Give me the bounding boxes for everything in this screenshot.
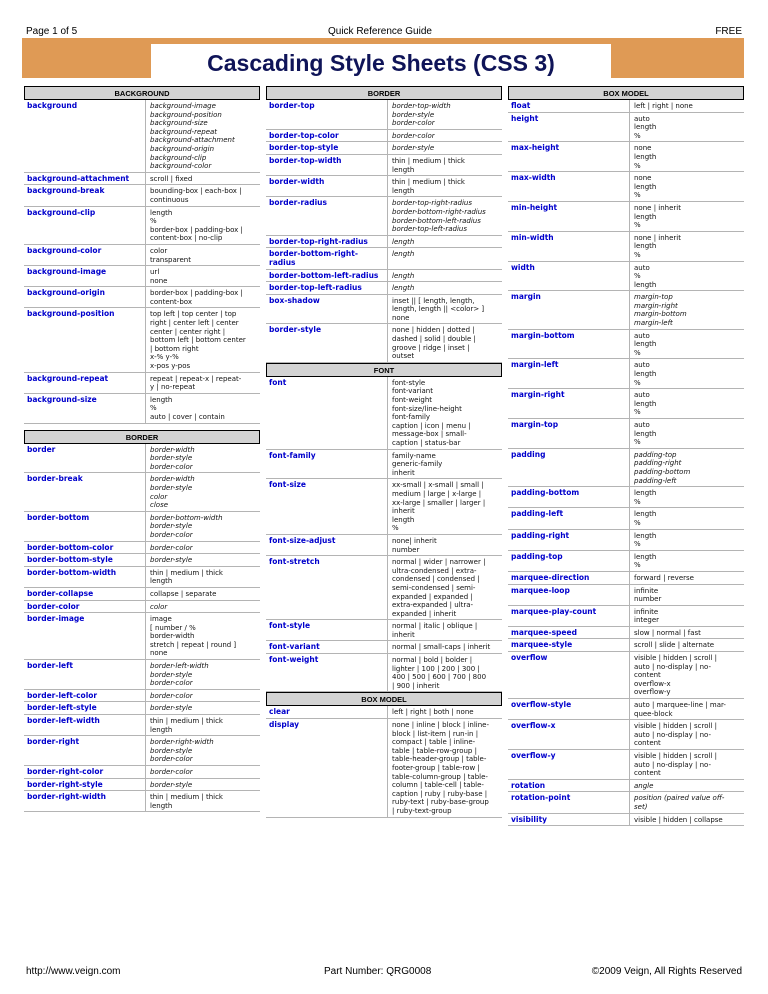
table-row (266, 654, 502, 692)
property-name: min-height (511, 202, 558, 212)
property-name: box-shadow (269, 295, 320, 305)
property-values: auto length % (629, 359, 744, 388)
property-values: none length % (629, 142, 744, 171)
table-row (24, 373, 260, 394)
property-values: border-style (145, 554, 260, 566)
property-values: visible | hidden | collapse (629, 814, 744, 826)
property-name: border-radius (269, 198, 327, 208)
property-values: none | inherit length % (629, 232, 744, 261)
property-name: max-width (511, 173, 556, 183)
property-name: overflow-x (511, 721, 556, 731)
table-border (24, 444, 260, 813)
table-row (24, 791, 260, 812)
property-name: font-stretch (269, 557, 320, 567)
property-values: border-right-width border-style border-color (145, 736, 260, 765)
property-values: auto % length (629, 262, 744, 291)
table-row (24, 245, 260, 266)
table-row (24, 308, 260, 372)
table-row (508, 585, 744, 606)
property-name: marquee-loop (511, 585, 570, 595)
table-row (508, 262, 744, 292)
property-name: border-bottom-left-radius (269, 270, 379, 280)
table-row (508, 572, 744, 585)
property-values: angle (629, 780, 744, 792)
property-name: border-bottom-style (27, 555, 113, 565)
property-values: border-left-width border-style border-color (145, 660, 260, 689)
property-name: background (27, 101, 78, 110)
property-values: url none (145, 266, 260, 286)
table-row (508, 814, 744, 827)
page-number: Page 1 of 5 (26, 26, 78, 37)
property-name: font-family (269, 450, 316, 460)
property-name: background-origin (27, 288, 105, 298)
table-row (24, 512, 260, 542)
property-values: auto length % (629, 113, 744, 142)
table-row (508, 449, 744, 487)
table-row (24, 554, 260, 567)
section-header-box-model: BOX MODEL (266, 692, 502, 706)
property-values: normal | italic | oblique | inherit (387, 620, 502, 640)
table-row (24, 542, 260, 555)
property-name: float (511, 101, 531, 110)
property-values: family-name generic-family inherit (387, 450, 502, 479)
table-row (508, 419, 744, 449)
property-name: background-color (27, 245, 102, 255)
property-name: background-image (27, 267, 107, 277)
table-row (508, 750, 744, 780)
property-name: border-bottom-right-radius (269, 249, 358, 267)
property-name: border-left-width (27, 716, 100, 726)
table-row (24, 702, 260, 715)
table-row (266, 248, 502, 269)
guide-label: Quick Reference Guide (328, 26, 432, 37)
section-header-font: FONT (266, 363, 502, 377)
table-row (266, 236, 502, 249)
property-name: margin-right (511, 390, 565, 400)
table-row (24, 690, 260, 703)
property-name: border-bottom-color (27, 542, 114, 552)
table-row (24, 444, 260, 474)
table-border-2 (266, 100, 502, 363)
table-row (24, 207, 260, 245)
property-values: length % border-box | padding-box | content-box | no-clip (145, 207, 260, 244)
property-values: normal | bold | bolder | lighter | 100 | 200 | 300 | 400 | 500 | 600 | 700 | 800 | 900 | inherit (387, 654, 502, 691)
property-values: none | inline | block | inline- block | list-item | run-in | compact | table | inline- table | table-row-group | table-header-group | table- footer-group | table-row | table-column-group | table- column | table-cell | table- caption | ruby | ruby-base | ruby-text | ruby-base-group | ruby-text-group (387, 719, 502, 817)
table-row (508, 291, 744, 329)
table-row (266, 324, 502, 362)
property-name: visibility (511, 814, 548, 824)
table-box-model (266, 706, 502, 817)
table-row (266, 535, 502, 556)
property-name: border-right-color (27, 767, 104, 776)
table-row (508, 142, 744, 172)
property-name: border-break (27, 474, 83, 484)
property-values: border-color (145, 542, 260, 554)
property-values: visible | hidden | scroll | auto | no-display | no- content (629, 750, 744, 779)
property-name: border-image (27, 614, 85, 624)
section-header-background: BACKGROUND (24, 86, 260, 100)
table-row (508, 172, 744, 202)
property-name: padding-right (511, 530, 570, 540)
property-values: border-style (145, 779, 260, 791)
table-row (24, 715, 260, 736)
section-header-box-model-2: BOX MODEL (508, 86, 744, 100)
property-name: height (511, 113, 539, 123)
property-values: length (387, 236, 502, 248)
property-values: left | right | none (629, 100, 744, 112)
table-row (508, 389, 744, 419)
property-name: rotation (511, 780, 546, 790)
table-row (508, 113, 744, 143)
property-values: border-top-width border-style border-color (387, 100, 502, 129)
property-name: overflow (511, 653, 548, 663)
column-1 (24, 86, 260, 812)
table-row (24, 613, 260, 660)
footer-url: http://www.veign.com (26, 966, 121, 977)
property-values: auto length % (629, 419, 744, 448)
table-row (508, 359, 744, 389)
table-row (508, 551, 744, 572)
property-name: border-bottom-width (27, 567, 117, 577)
property-name: border-right-width (27, 792, 106, 802)
property-values: none| inherit number (387, 535, 502, 555)
property-name: background-attachment (27, 173, 130, 183)
property-name: margin-left (511, 360, 559, 370)
table-row (266, 155, 502, 176)
table-row (266, 176, 502, 197)
property-values: length % (629, 487, 744, 507)
property-name: marquee-style (511, 640, 573, 650)
property-name: border-style (269, 325, 322, 335)
property-name: background-break (27, 186, 105, 196)
table-row (266, 197, 502, 235)
property-values: visible | hidden | scroll | auto | no-display | no- content overflow-x overflow-y (629, 652, 744, 698)
property-values: border-top-right-radius border-bottom-right-radius border-bottom-left-radius border-top-left-radius (387, 197, 502, 234)
table-row (266, 282, 502, 295)
footer-part-number: Part Number: QRG0008 (324, 966, 432, 977)
property-name: font (269, 377, 287, 387)
property-name: border-left-style (27, 703, 97, 713)
property-name: background-clip (27, 207, 96, 217)
property-values: color (145, 601, 260, 613)
table-row (508, 699, 744, 720)
property-values: infinite number (629, 585, 744, 605)
property-values: forward | reverse (629, 572, 744, 584)
property-values: border-width border-style border-color (145, 444, 260, 473)
property-name: border-right (27, 737, 80, 747)
property-values: slow | normal | fast (629, 627, 744, 639)
property-values: border-color (387, 130, 502, 142)
property-values: length % auto | cover | contain (145, 394, 260, 423)
property-values: image [ number / % border-width stretch | repeat | round ] none (145, 613, 260, 659)
property-values: inset || [ length, length, length, length || <color> ] none (387, 295, 502, 324)
property-name: marquee-speed (511, 627, 577, 637)
property-values: normal | wider | narrower | ultra-condensed | extra- condensed | condensed | semi-condensed | semi- expanded | expanded | extra-expanded | ultra- expanded | inherit (387, 556, 502, 619)
free-label: FREE (715, 26, 742, 37)
table-row (266, 295, 502, 325)
property-values: border-width border-style color close (145, 473, 260, 510)
property-values: border-box | padding-box | content-box (145, 287, 260, 307)
table-row (24, 173, 260, 186)
property-name: border-top-right-radius (269, 236, 368, 246)
property-values: none | inherit length % (629, 202, 744, 231)
table-font (266, 377, 502, 693)
table-row (266, 377, 502, 450)
table-row (24, 766, 260, 779)
property-values: thin | medium | thick length (145, 715, 260, 735)
table-row (266, 130, 502, 143)
property-values: visible | hidden | scroll | auto | no-display | no- content (629, 720, 744, 749)
table-row (266, 270, 502, 283)
property-name: margin (511, 292, 541, 302)
property-values: thin | medium | thick length (145, 567, 260, 587)
column-3 (508, 86, 744, 826)
property-values: scroll | fixed (145, 173, 260, 185)
table-background (24, 100, 260, 424)
table-box-model-2 (508, 100, 744, 826)
table-row (24, 394, 260, 424)
table-row (24, 601, 260, 614)
table-row (508, 606, 744, 627)
property-name: background-position (27, 309, 115, 319)
property-values: thin | medium | thick length (145, 791, 260, 811)
table-row (508, 508, 744, 529)
table-row (24, 779, 260, 792)
property-values: length % (629, 530, 744, 550)
property-name: padding-top (511, 551, 563, 561)
table-row (508, 487, 744, 508)
property-name: marquee-play-count (511, 606, 597, 616)
table-row (24, 588, 260, 601)
property-values: xx-small | x-small | small | medium | large | x-large | xx-large | smaller | larger | inherit length % (387, 479, 502, 534)
property-name: display (269, 720, 300, 730)
table-row (24, 266, 260, 287)
table-row (266, 556, 502, 620)
property-name: border-top-width (269, 155, 342, 165)
property-name: border-top (269, 101, 315, 110)
property-name: margin-top (511, 420, 559, 429)
table-row (266, 100, 502, 130)
property-values: repeat | repeat-x | repeat- y | no-repeat (145, 373, 260, 393)
property-values: bounding-box | each-box | continuous (145, 185, 260, 205)
table-row (24, 567, 260, 588)
property-values: border-style (387, 142, 502, 154)
property-values: thin | medium | thick length (387, 176, 502, 196)
property-values: length % (629, 508, 744, 528)
page-title: Cascading Style Sheets (CSS 3) (151, 44, 611, 78)
property-name: padding-left (511, 509, 564, 519)
property-name: clear (269, 707, 290, 717)
table-row (508, 530, 744, 551)
property-name: font-weight (269, 655, 319, 665)
table-row (266, 479, 502, 535)
property-values: border-color (145, 690, 260, 702)
table-row (24, 660, 260, 690)
property-values: none | hidden | dotted | dashed | solid | double | groove | ridge | inset | outset (387, 324, 502, 361)
property-values: scroll | slide | alternate (629, 639, 744, 651)
footer-copyright: ©2009 Veign, All Rights Reserved (591, 966, 742, 977)
property-values: color transparent (145, 245, 260, 265)
property-values: auto | marquee-line | mar- quee-block (629, 699, 744, 719)
table-row (508, 639, 744, 652)
property-name: border-top-left-radius (269, 283, 362, 293)
property-name: padding (511, 449, 546, 459)
property-name: border-left-color (27, 690, 98, 700)
property-name: background-repeat (27, 373, 109, 383)
property-name: border-width (269, 177, 325, 187)
table-row (266, 641, 502, 654)
property-values: border-style (145, 702, 260, 714)
property-name: border-color (27, 601, 80, 611)
property-name: marquee-direction (511, 572, 590, 582)
property-name: font-size (269, 480, 306, 490)
table-row (24, 736, 260, 766)
property-values: background-image background-position background-size background-repeat background-attachment background-origin background-clip background-color (145, 100, 260, 172)
table-row (266, 706, 502, 719)
property-values: font-style font-variant font-weight font-size/line-height font-family caption | icon | menu | message-box | small- caption | status-bar (387, 377, 502, 449)
column-2 (266, 86, 502, 818)
table-row (266, 620, 502, 641)
property-values: infinite integer (629, 606, 744, 626)
table-row (24, 473, 260, 511)
table-row (508, 100, 744, 113)
property-values: auto length % (629, 389, 744, 418)
property-values: left | right | both | none (387, 706, 502, 718)
property-name: background-size (27, 394, 97, 404)
property-values: length (387, 282, 502, 294)
property-values: collapse | separate (145, 588, 260, 600)
property-name: border-collapse (27, 588, 94, 598)
property-name: font-size-adjust (269, 535, 336, 545)
table-row (508, 202, 744, 232)
property-values: length (387, 270, 502, 282)
table-row (266, 719, 502, 818)
property-name: rotation-point (511, 793, 571, 803)
property-name: overflow-style (511, 700, 572, 710)
property-values: length % (629, 551, 744, 571)
table-row (508, 652, 744, 699)
table-row (508, 232, 744, 262)
property-name: overflow-y (511, 751, 556, 760)
property-values: auto length % (629, 330, 744, 359)
table-row (266, 142, 502, 155)
table-row (508, 330, 744, 360)
property-name: margin-bottom (511, 330, 575, 340)
property-values: margin-top margin-right margin-bottom margin-left (629, 291, 744, 328)
property-name: min-width (511, 232, 554, 242)
property-name: width (511, 262, 535, 272)
property-name: border-top-style (269, 143, 339, 153)
property-name: border (27, 444, 56, 454)
property-values: top left | top center | top right | center left | center center | center right | bottom left | bottom center | bottom right x-% y-% x-pos y-pos (145, 308, 260, 371)
table-row (508, 792, 744, 813)
section-header-border-2: BORDER (266, 86, 502, 100)
property-name: border-left (27, 661, 73, 671)
property-name: border-top-color (269, 130, 339, 140)
property-values: length (387, 248, 502, 268)
table-row (24, 287, 260, 308)
property-name: font-style (269, 621, 311, 631)
table-row (508, 627, 744, 640)
property-values: border-color (145, 766, 260, 778)
table-row (266, 450, 502, 480)
property-name: font-variant (269, 642, 320, 652)
property-values: thin | medium | thick length (387, 155, 502, 175)
property-values: none length % (629, 172, 744, 201)
table-row (24, 100, 260, 173)
property-name: border-bottom (27, 512, 90, 522)
property-values: normal | small-caps | inherit (387, 641, 502, 653)
property-values: border-bottom-width border-style border-color (145, 512, 260, 541)
property-name: max-height (511, 143, 560, 153)
table-row (508, 780, 744, 793)
property-name: border-right-style (27, 779, 103, 789)
property-values: position (paired value off- set) (629, 792, 744, 812)
property-values: padding-top padding-right padding-bottom padding-left (629, 449, 744, 486)
property-name: padding-bottom (511, 488, 580, 498)
table-row (24, 185, 260, 206)
section-header-border: BORDER (24, 430, 260, 444)
table-row (508, 720, 744, 750)
